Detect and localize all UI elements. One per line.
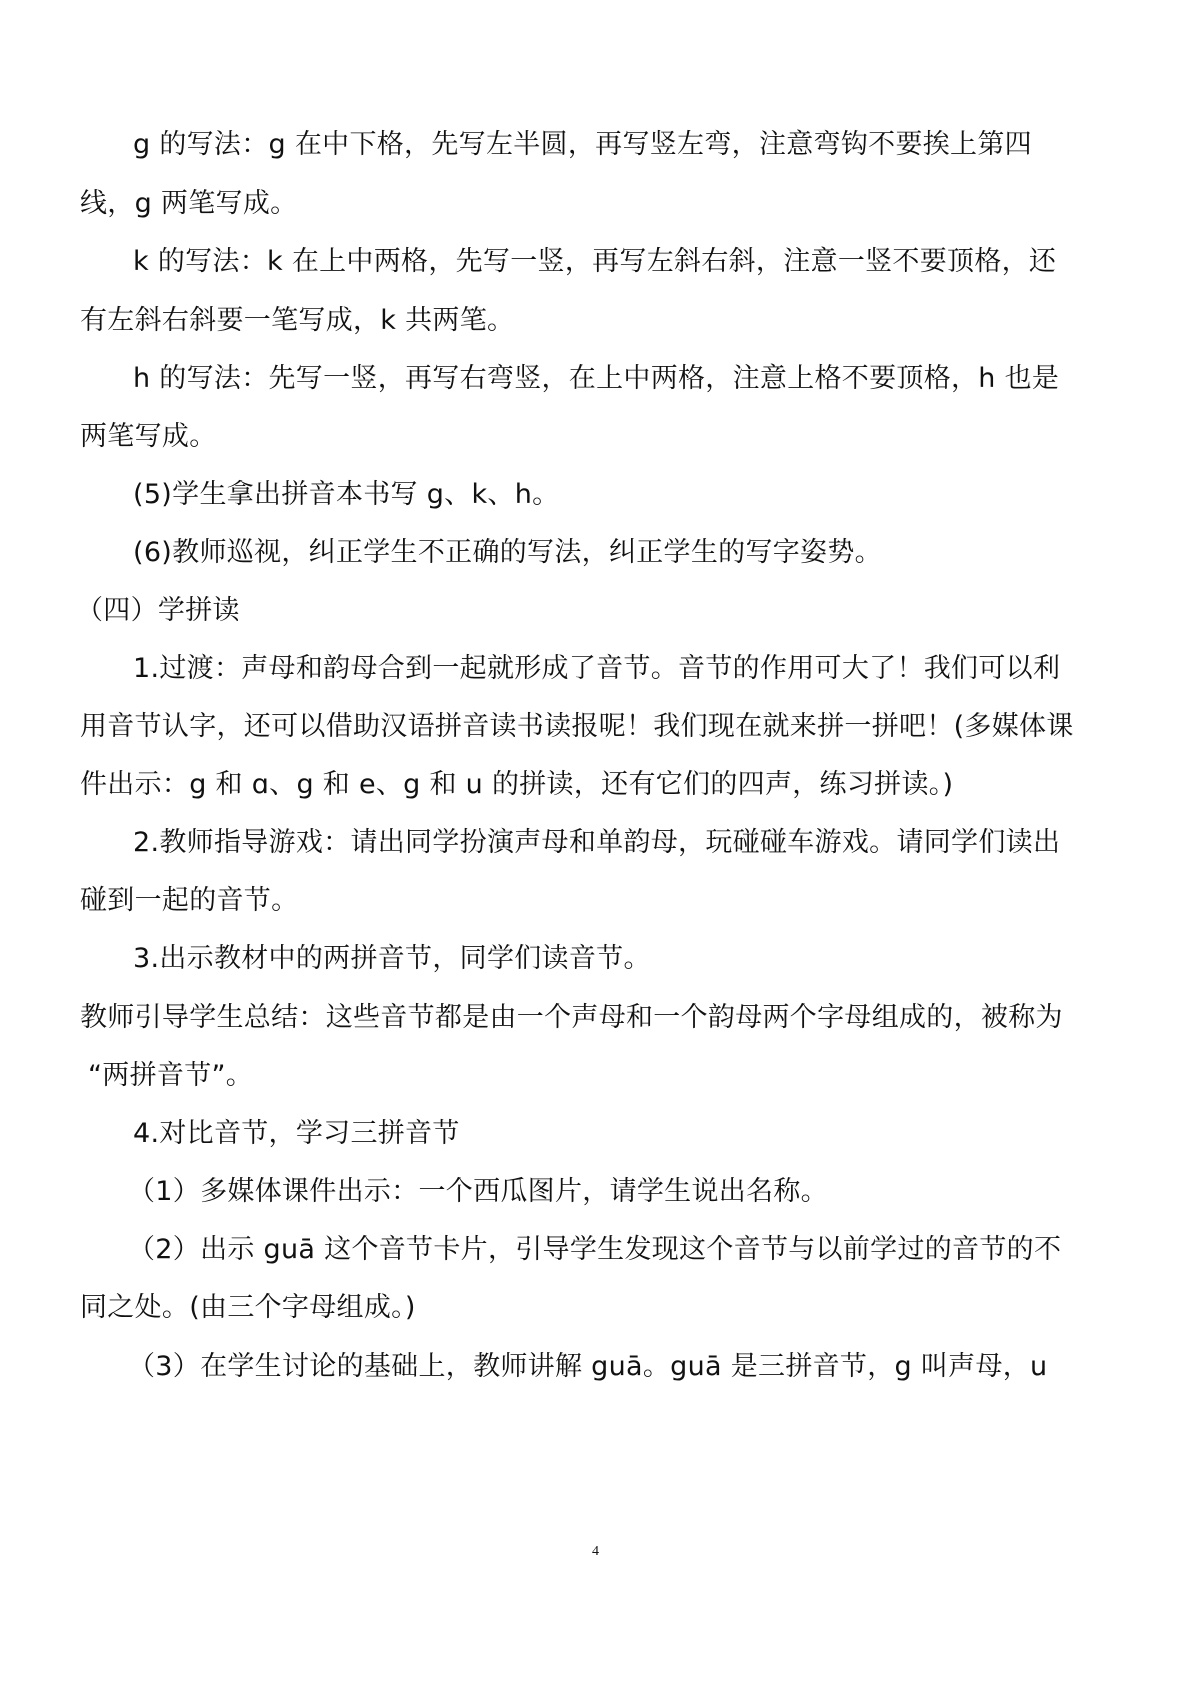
- section-heading: （四）学拼读: [76, 595, 240, 626]
- text-line: 3.出示教材中的两拼音节，同学们读音节。: [133, 943, 651, 974]
- text-line: 碰到一起的音节。: [80, 885, 299, 916]
- text-line: k 的写法：k 在上中两格，先写一竖，再写左斜右斜，注意一竖不要顶格，还: [133, 246, 1057, 277]
- text-line: （3）在学生讨论的基础上，教师讲解 guā。guā 是三拼音节，g 叫声母，u: [128, 1351, 1048, 1382]
- text-line: 用音节认字，还可以借助汉语拼音读书读报呢！我们现在就来拼一拼吧！(多媒体课: [80, 711, 1074, 742]
- text-line: （2）出示 guā 这个音节卡片，引导学生发现这个音节与以前学过的音节的不: [128, 1234, 1062, 1265]
- page-number: 4: [592, 1544, 599, 1559]
- text-line: 件出示：g 和 ɑ、g 和 e、g 和 u 的拼读，还有它们的四声，练习拼读。): [80, 769, 954, 800]
- text-line: 教师引导学生总结：这些音节都是由一个声母和一个韵母两个字母组成的，被称为: [80, 1002, 1063, 1033]
- text-line: 2.教师指导游戏：请出同学扮演声母和单韵母，玩碰碰车游戏。请同学们读出: [133, 827, 1061, 858]
- text-line: 同之处。(由三个字母组成。): [80, 1292, 416, 1323]
- text-line: “两拼音节”。: [88, 1060, 254, 1091]
- text-line: g 的写法：g 在中下格，先写左半圆，再写竖左弯，注意弯钩不要挨上第四: [133, 129, 1032, 160]
- text-line: (5)学生拿出拼音本书写 g、k、h。: [133, 479, 560, 510]
- text-line: 4.对比音节，学习三拼音节: [133, 1118, 460, 1149]
- text-line: (6)教师巡视，纠正学生不正确的写法，纠正学生的写字姿势。: [133, 537, 882, 568]
- text-line: 两笔写成。: [80, 421, 217, 452]
- text-line: h 的写法：先写一竖，再写右弯竖，在上中两格，注意上格不要顶格，h 也是: [133, 363, 1060, 394]
- text-line: （1）多媒体课件出示：一个西瓜图片，请学生说出名称。: [128, 1176, 828, 1207]
- text-line: 线，g 两笔写成。: [80, 188, 298, 219]
- text-line: 有左斜右斜要一笔写成，k 共两笔。: [80, 305, 515, 336]
- text-line: 1.过渡：声母和韵母合到一起就形成了音节。音节的作用可大了！我们可以利: [133, 653, 1061, 684]
